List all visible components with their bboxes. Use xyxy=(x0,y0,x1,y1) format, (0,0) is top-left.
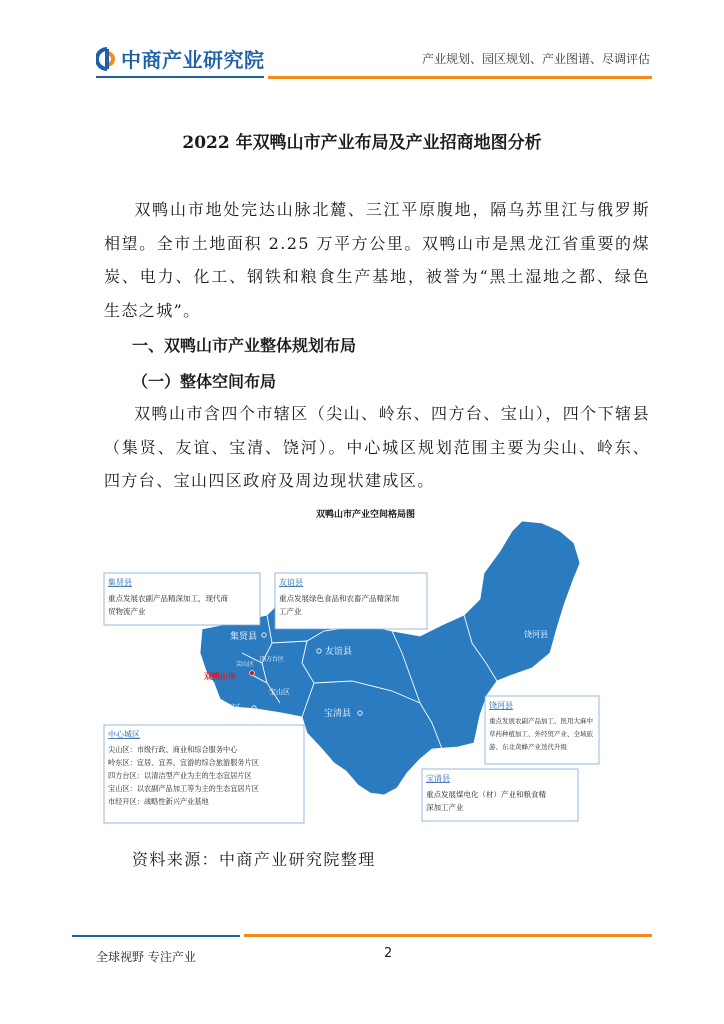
map-label-city: 双鸭山市 xyxy=(204,672,236,681)
map-label-youyi: 友谊县 xyxy=(325,647,353,657)
callout-youyi-line: 重点发展绿色食品和农畜产品精深加 xyxy=(279,594,399,603)
callout-center xyxy=(104,725,304,823)
callout-raohe-line: 游、东北黄蜂产业迭代升级 xyxy=(489,743,567,751)
callout-center-line: 市经开区：战略性新兴产业基地 xyxy=(108,797,209,806)
intro-paragraph xyxy=(104,193,650,327)
map-label-baoqing: 宝清县 xyxy=(324,709,352,719)
section-paragraph xyxy=(104,397,650,498)
page-title: 2022 年双鸭山市产业布局及产业招商地图分析 xyxy=(182,133,542,153)
map-label-jixian: 集贤县 xyxy=(230,632,258,642)
footer-divider-orange xyxy=(244,934,652,937)
callout-raohe-title: 饶河县 xyxy=(489,701,513,710)
map-label-lingdong: 岭东区 xyxy=(214,704,242,714)
intro-text: 双鸭山市地处完达山脉北麓、三江平原腹地，隔乌苏里江与俄罗斯相望。全市土地面积 2.25 万平方公里。双鸭山市是黑龙江省重要的煤炭、电力、化工、钢铁和粮食生产基地，被誉为“黑土湿地之都、绿色生态之城”。 xyxy=(104,200,650,320)
section-text: 双鸭山市含四个市辖区（尖山、岭东、四方台、宝山），四个下辖县（集贤、友谊、宝清、饶河）。中心城区规划范围主要为尖山、岭东、四方台、宝山四区政府及周边现状建成区。 xyxy=(104,404,650,490)
callout-baoqing xyxy=(422,769,578,821)
map-label-jianshan: 尖山区 xyxy=(236,661,255,668)
callout-jixian xyxy=(104,573,260,625)
header-divider-blue xyxy=(96,76,264,78)
source-note: 资料来源：中商产业研究院整理 xyxy=(132,850,376,869)
subsection-heading: （一）整体空间布局 xyxy=(132,372,277,391)
callout-center-title: 中心城区 xyxy=(108,730,140,739)
callout-raohe-line: 草药种植加工、外经贸产业、全域旅 xyxy=(489,730,593,738)
callout-center-line: 四方台区：以清洁型产业为主的生态宜居片区 xyxy=(108,771,252,780)
callout-center-line: 宝山区：以农副产品加工等为主的生态宜居片区 xyxy=(108,784,259,793)
header-tagline: 产业规划、园区规划、产业图谱、尽调评估 xyxy=(421,52,650,66)
logo-mark-icon xyxy=(96,47,118,71)
logo-text: 中商产业研究院 xyxy=(121,48,265,72)
map-dot-raohe xyxy=(560,632,564,636)
callout-center-line: 尖山区：市级行政、商业和综合服务中心 xyxy=(108,745,238,754)
footer-slogan: 全球视野 专注产业 xyxy=(96,950,196,964)
callout-baoqing-title: 宝清县 xyxy=(426,774,450,783)
callout-raohe-line: 重点发展农副产品加工、医用大麻中 xyxy=(489,717,593,725)
callout-jixian-title: 集贤县 xyxy=(108,578,132,587)
callout-baoqing-line: 深加工产业 xyxy=(426,803,464,812)
map-dot-city xyxy=(250,671,255,676)
callout-jixian-line: 重点发展农副产品精深加工，现代商 xyxy=(108,594,228,603)
section-heading: 一、双鸭山市产业整体规划布局 xyxy=(132,336,357,355)
callout-youyi-title: 友谊县 xyxy=(279,578,303,587)
callout-youyi xyxy=(275,573,427,629)
header-divider-orange xyxy=(268,76,652,79)
callout-youyi-line: 工产业 xyxy=(279,607,302,616)
page-number: 2 xyxy=(384,946,393,961)
footer-divider-blue xyxy=(72,935,240,937)
map-label-raohe: 饶河县 xyxy=(524,630,548,639)
callout-jixian-line: 贸物流产业 xyxy=(108,607,146,616)
company-logo xyxy=(96,44,265,73)
callout-raohe xyxy=(485,696,599,764)
map-label-baoshan: 宝山区 xyxy=(269,688,290,696)
map-label-sifangtai: 四方台区 xyxy=(260,656,285,663)
industry-map-figure xyxy=(102,503,602,833)
callout-baoqing-line: 重点发展煤电化（材）产业和粮食精 xyxy=(426,790,546,799)
callout-center-line: 岭东区：宜居、宜养、宜游的综合旅游服务片区 xyxy=(108,758,259,767)
map-title: 双鸭山市产业空间格局图 xyxy=(316,510,416,520)
